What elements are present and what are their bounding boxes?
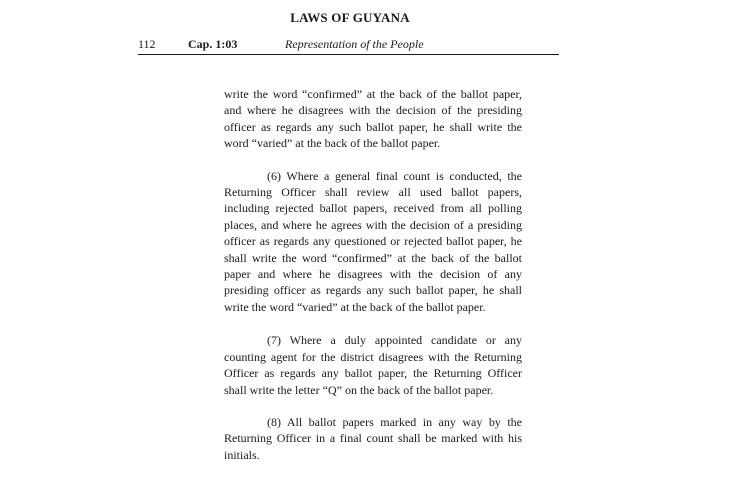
paragraph-7: (7) Where a duly appointed candidate or any counting agent for the district disagrees with the Returning Officer as regards any ballot paper, the Returning Officer shall write the letter “Q” on the back of the ballot paper. (224, 333, 522, 397)
running-title: LAWS OF GUYANA (290, 10, 410, 25)
header-rule (138, 54, 559, 55)
paragraph-6: (6) Where a general final count is conducted, the Returning Officer shall review all used ballot papers, including rejected ballot papers, received from all polling places, and where he agrees with the decision of a presiding officer as regards any questioned or rejected ballot paper, he shall write the word “confirmed” at the back of the ballot paper and where he disagrees with the decision of any presiding officer as regards any such ballot paper, he shall write the word “varied” at the back of the ballot paper. (224, 168, 522, 314)
page-header (138, 37, 559, 53)
body-text (224, 86, 522, 479)
chapter-reference: Cap. 1:03 (188, 37, 238, 51)
paragraph-8: (8) All ballot papers marked in any way by the Returning Officer in a final count shall be marked with his initials. (224, 414, 522, 462)
paragraph-continuation: write the word “confirmed” at the back of the ballot paper, and where he disagrees with the decision of the presiding officer as regards any such ballot paper, he shall write the word “varied” at the back of the ballot paper. (224, 87, 522, 151)
act-title: Representation of the People (285, 37, 424, 51)
page-number: 112 (138, 37, 156, 51)
